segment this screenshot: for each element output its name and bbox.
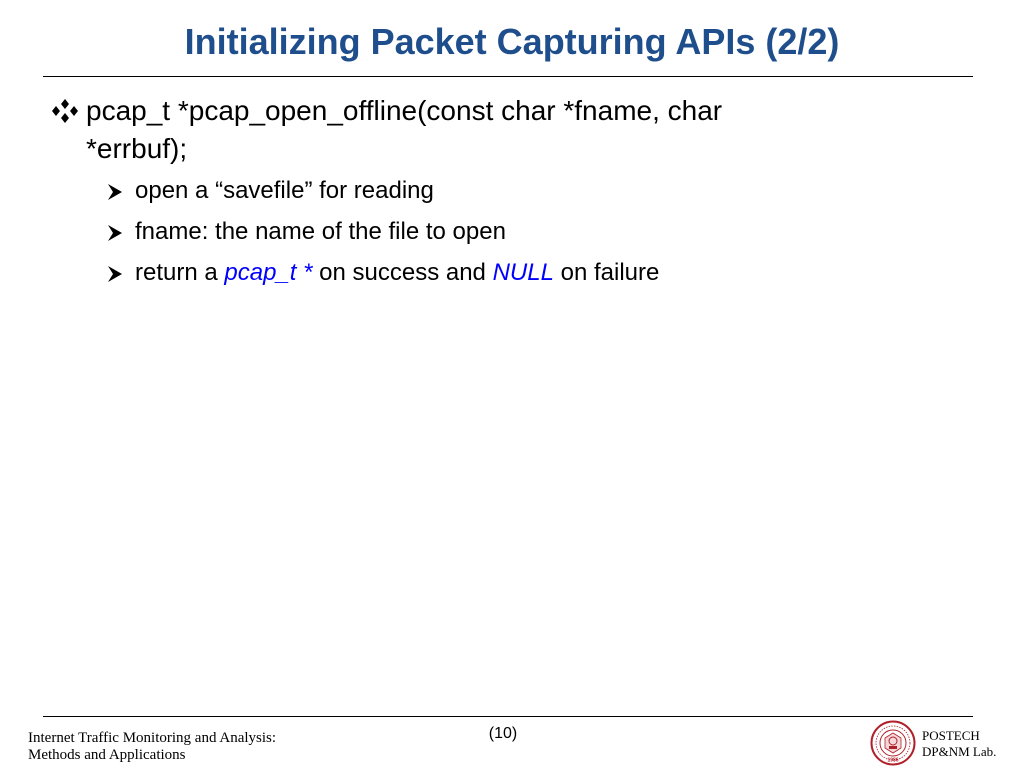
lab-name-line-1: POSTECH	[922, 728, 980, 743]
pcap-t-highlight: pcap_t *	[224, 259, 313, 286]
null-highlight: NULL	[492, 259, 554, 286]
arrowhead-icon	[106, 265, 124, 283]
main-bullet-line-2: *errbuf);	[86, 133, 188, 164]
sub-bullet	[106, 258, 950, 288]
title-divider	[43, 76, 973, 77]
main-bullet	[50, 92, 950, 168]
sub-bullet-suffix: on failure	[553, 259, 660, 286]
course-title-line-1: Internet Traffic Monitoring and Analysis:	[28, 730, 277, 746]
arrowhead-icon	[106, 183, 124, 201]
sub-bullet-list	[106, 176, 950, 288]
sub-bullet	[106, 176, 950, 206]
lab-name-line-2: DP&NM Lab.	[922, 744, 997, 759]
diamond-quad-icon	[50, 98, 80, 124]
course-title	[28, 730, 276, 764]
sub-bullet-text: fname: the name of the file to open	[135, 218, 506, 245]
main-bullet-line-1: pcap_t *pcap_open_offline(const char *fname, char	[86, 95, 723, 126]
sub-bullet-text: open a “savefile” for reading	[135, 177, 434, 204]
page-number: (10)	[488, 725, 518, 742]
sub-bullet-prefix: return a	[135, 259, 225, 286]
course-title-line-2: Methods and Applications	[28, 747, 186, 763]
slide-title: Initializing Packet Capturing APIs (2/2)	[184, 21, 840, 62]
sub-bullet	[106, 217, 950, 247]
footer-divider	[43, 716, 973, 717]
sub-bullet-middle: on success and	[312, 259, 493, 286]
lab-name	[922, 728, 996, 760]
arrowhead-icon	[106, 224, 124, 242]
slide-content	[50, 92, 950, 299]
seal-year: 1986	[887, 757, 899, 764]
university-seal-icon	[870, 720, 916, 766]
